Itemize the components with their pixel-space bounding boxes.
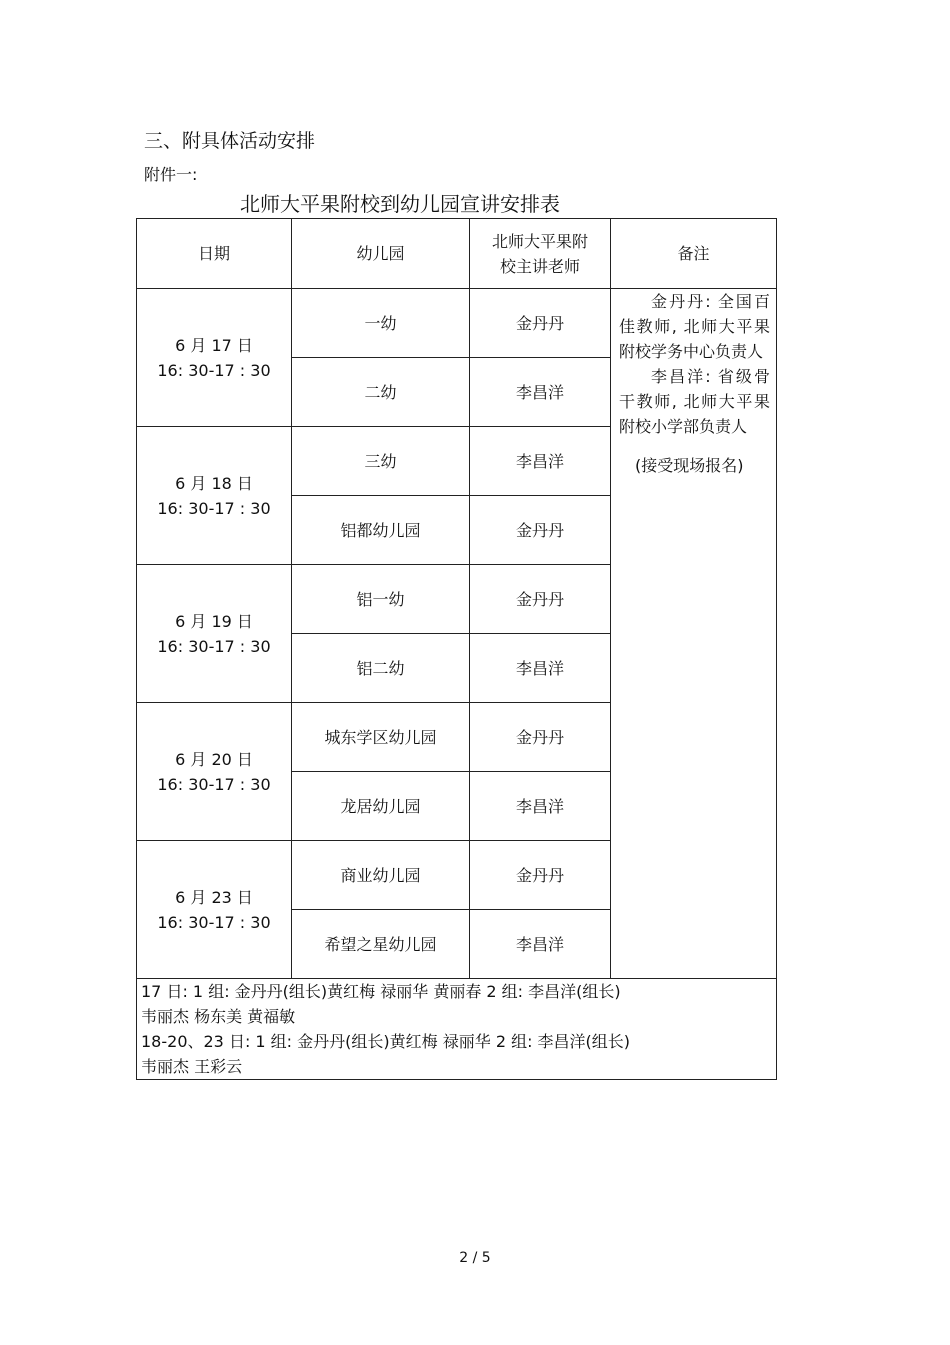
kindergarten-cell: 三幼	[292, 427, 470, 496]
date-text: 6 月 19 日	[175, 611, 253, 631]
kindergarten-cell: 一幼	[292, 289, 470, 358]
kindergarten-cell: 铝都幼儿园	[292, 496, 470, 565]
table-title: 北师大平果附校到幼儿园宣讲安排表	[240, 192, 560, 216]
remark-jin: 金丹丹: 全国百佳教师, 北师大平果附校学务中心负责人	[619, 292, 770, 361]
group-line-2: 韦丽杰 杨东美 黄福敏	[141, 1007, 296, 1026]
date-text: 6 月 17 日	[175, 335, 253, 355]
header-remarks: 备注	[611, 219, 777, 289]
teacher-cell: 李昌洋	[470, 634, 611, 703]
date-text: 6 月 20 日	[175, 749, 253, 769]
kindergarten-cell: 二幼	[292, 358, 470, 427]
teacher-cell: 李昌洋	[470, 427, 611, 496]
header-teacher: 北师大平果附校主讲老师	[470, 219, 611, 289]
teacher-cell: 金丹丹	[470, 289, 611, 358]
teacher-cell: 金丹丹	[470, 703, 611, 772]
group-assignment-cell	[137, 979, 777, 1080]
time-text: 16: 30-17 : 30	[157, 636, 271, 656]
teacher-cell: 金丹丹	[470, 841, 611, 910]
date-cell	[137, 703, 292, 841]
group-line-1: 17 日: 1 组: 金丹丹(组长)黄红梅 禄丽华 黄丽春 2 组: 李昌洋(组长)	[141, 982, 621, 1001]
date-cell	[137, 289, 292, 427]
teacher-cell: 金丹丹	[470, 565, 611, 634]
remarks-cell	[611, 289, 777, 979]
schedule-table	[136, 218, 777, 1080]
kindergarten-cell: 铝二幼	[292, 634, 470, 703]
kindergarten-cell: 商业幼儿园	[292, 841, 470, 910]
time-text: 16: 30-17 : 30	[157, 498, 271, 518]
kindergarten-cell: 希望之星幼儿园	[292, 910, 470, 979]
kindergarten-cell: 城东学区幼儿园	[292, 703, 470, 772]
time-text: 16: 30-17 : 30	[157, 774, 271, 794]
section-heading: 三、附具体活动安排	[144, 130, 316, 152]
header-row	[137, 219, 777, 289]
remark-note: (接受现场报名)	[635, 456, 744, 475]
header-date: 日期	[137, 219, 292, 289]
attachment-label: 附件一:	[144, 165, 198, 184]
footer-row	[137, 979, 777, 1080]
kindergarten-cell: 铝一幼	[292, 565, 470, 634]
teacher-cell: 金丹丹	[470, 496, 611, 565]
date-cell	[137, 841, 292, 979]
teacher-cell: 李昌洋	[470, 910, 611, 979]
time-text: 16: 30-17 : 30	[157, 360, 271, 380]
teacher-cell: 李昌洋	[470, 772, 611, 841]
kindergarten-cell: 龙居幼儿园	[292, 772, 470, 841]
time-text: 16: 30-17 : 30	[157, 912, 271, 932]
page-number: 2 / 5	[459, 1250, 491, 1266]
group-line-3: 18-20、23 日: 1 组: 金丹丹(组长)黄红梅 禄丽华 2 组: 李昌洋(组长)	[141, 1032, 631, 1051]
remark-li: 李昌洋: 省级骨干教师, 北师大平果附校小学部负责人	[619, 367, 770, 436]
header-kindergarten: 幼儿园	[292, 219, 470, 289]
teacher-cell: 李昌洋	[470, 358, 611, 427]
date-text: 6 月 23 日	[175, 887, 253, 907]
table-row	[137, 289, 777, 358]
date-cell	[137, 427, 292, 565]
date-text: 6 月 18 日	[175, 473, 253, 493]
group-line-4: 韦丽杰 王彩云	[141, 1057, 243, 1076]
date-cell	[137, 565, 292, 703]
